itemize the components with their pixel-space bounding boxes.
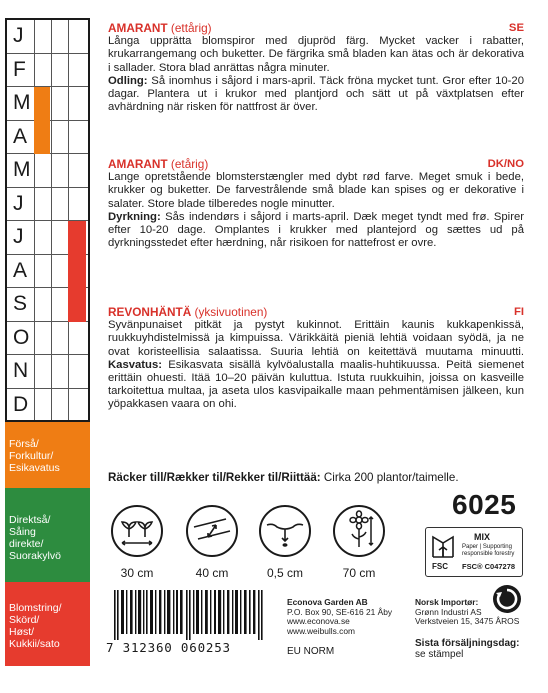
section-heading xyxy=(108,22,524,35)
column-divider xyxy=(34,20,51,420)
legend-line: Forkultur/ xyxy=(9,450,54,462)
legend-sowing-indoors xyxy=(5,422,90,488)
sowing-calendar xyxy=(5,18,90,422)
legend-line: Direktså/ xyxy=(9,514,51,526)
month-letter: M xyxy=(13,91,31,114)
enough-for-line xyxy=(108,471,459,484)
company-address: P.O. Box 90, SE-616 21 Åby xyxy=(287,606,393,617)
description xyxy=(108,171,524,250)
importer-name: Grønn Industri AS xyxy=(415,606,482,617)
row-distance-icon xyxy=(186,505,238,557)
plant-height-icon xyxy=(333,505,385,557)
description-text: Syvänpunaiset pitkät ja pystyt kukinnot. Erittäin kaunis kukkapenkissä, ruukkuyhdistelmissä ja kimpuissa. Värikkäitä pieniä lehtiä voidaan syödä, ja ne ovat koristeellisia salaatissa. Suuria lehtiä on keitettävä muutama minuutti. xyxy=(108,319,524,358)
section-heading xyxy=(108,306,524,319)
company-website: www.econova.se xyxy=(287,616,350,627)
sale-value: se stämpel xyxy=(415,649,464,660)
column-divider xyxy=(68,20,88,420)
fsc-line1: Paper | Supporting xyxy=(462,544,512,550)
fsc-tree-icon xyxy=(430,532,456,562)
section-swedish xyxy=(108,22,524,114)
plant-subtitle: (etårig) xyxy=(170,157,209,171)
month-letter: J xyxy=(13,24,24,47)
legend-line: Esikavatus xyxy=(9,462,60,474)
section-heading xyxy=(108,158,524,171)
growing-label: Odling: xyxy=(108,74,148,87)
sale-label: Sista försäljningsdag: xyxy=(415,638,520,649)
company-website: www.weibulls.com xyxy=(287,625,355,636)
plant-distance-label: 30 cm xyxy=(120,566,154,580)
legend-line: Blomstring/ xyxy=(9,602,62,614)
section-finnish xyxy=(108,306,524,412)
fsc-line2: responsible forestry xyxy=(462,551,515,557)
legend-line: Förså/ xyxy=(9,438,39,450)
plant-name: AMARANT xyxy=(108,21,168,35)
sowing-depth-icon xyxy=(259,505,311,557)
language-code: SE xyxy=(508,22,524,34)
month-letter: M xyxy=(13,158,31,181)
column-divider xyxy=(51,20,68,420)
importer-info xyxy=(415,598,519,627)
company-info xyxy=(287,598,392,636)
product-code: 6025 xyxy=(452,489,517,520)
plant-name: REVONHÄNTÄ xyxy=(108,305,192,319)
growing-label: Dyrkning: xyxy=(108,210,161,223)
importer-address: Verkstveien 15, 3475 ÅROS xyxy=(415,616,520,627)
fsc-brand: FSC xyxy=(432,562,448,571)
plant-height-label: 70 cm xyxy=(342,566,376,580)
month-letter: D xyxy=(13,392,29,416)
fsc-mix: MIX xyxy=(474,532,491,542)
fsc-code: FSC® C047278 xyxy=(462,562,516,571)
sowing-depth-label: 0,5 cm xyxy=(266,566,303,580)
legend-line: Skörd/ xyxy=(9,614,40,626)
company-name: Econova Garden AB xyxy=(287,597,368,607)
month-letter: N xyxy=(13,359,29,382)
month-letter: O xyxy=(13,325,30,349)
month-letter: A xyxy=(13,124,28,148)
month-letter: A xyxy=(13,258,28,282)
description-text: Långa upprätta blomspiror med djupröd färg. Mycket vacker i rabatter, krukarrangemang och buketter. De färgrika små bladen kan ätas och är dekorativa i sallader. Stora blad anrättas några minuter. xyxy=(108,35,524,74)
legend-flowering xyxy=(5,582,90,666)
description-text: Lange opretstående blomsterstængler med dybt rød farve. Meget smuk i bede, krukker og buketter. De farvestrålende små blade kan spises og er dekorative i salater. Store blade tilberedes nogle minutter. xyxy=(108,171,524,210)
growing-text: Sås indendørs i såjord i marts-april. Dæk meget tyndt med frø. Spirer efter 10-20 dage. Omplantes i krukker med plantejord og sættes ud på dyrkningsstedet efter hærdning, når risikoen for nattefrost er ovre. xyxy=(108,210,524,250)
fsc-label xyxy=(425,527,523,577)
eu-norm-label: EU NORM xyxy=(287,646,335,657)
legend-line: direkte/ xyxy=(9,538,44,550)
language-code: DK/NO xyxy=(487,158,524,170)
flowering-bar xyxy=(68,221,86,322)
row-distance-label: 40 cm xyxy=(195,566,229,580)
plant-name: AMARANT xyxy=(108,157,168,171)
sale-info xyxy=(415,638,519,660)
importer-label: Norsk Importør: xyxy=(415,597,479,607)
legend-line: Suorakylvö xyxy=(9,550,61,562)
description xyxy=(108,35,524,114)
legend-line: Såing xyxy=(9,526,36,538)
description xyxy=(108,319,524,411)
barcode-number: 7 312360 060253 xyxy=(106,640,231,655)
month-letter: F xyxy=(13,57,26,81)
sowing-indoors-bar xyxy=(34,87,50,154)
month-letter: S xyxy=(13,292,28,315)
language-code: FI xyxy=(513,306,524,318)
legend-direct-sowing xyxy=(5,488,90,582)
growing-text: Så inomhus i såjord i mars-april. Täck fröna mycket tunt. Gror efter 10-20 dagar. Plantera ut i krukor med plantjord och sätt ut på växtplatsen efter avhärdning när risken för nattfrost är över. xyxy=(108,74,524,114)
month-letter: J xyxy=(13,191,24,215)
legend-line: Høst/ xyxy=(9,626,35,638)
plant-subtitle: (ettårig) xyxy=(170,21,212,35)
enough-label: Räcker till/Rækker til/Rekker til/Riittää: xyxy=(108,471,321,484)
month-letter: J xyxy=(13,225,24,248)
legend-line: Kukkii/sato xyxy=(9,638,60,650)
plant-distance-icon xyxy=(111,505,163,557)
barcode xyxy=(106,590,274,640)
section-danish xyxy=(108,158,524,250)
growing-label: Kasvatus: xyxy=(108,358,162,371)
growing-text: Esikasvata sisällä kylvöalustalla maalis-huhtikuussa. Peitä siemenet erittäin ohuesti. Itää 10–20 päivän kuluttua. Istuta ruukkuihin, joissa on kasveille tarkoitettua multaa, ja aseta ulos kasvipaikalle maan pehmentämisen jälkeen, kun yöpakkasen vaara on ohi. xyxy=(108,358,524,411)
plant-subtitle: (yksivuotinen) xyxy=(194,305,268,319)
enough-value: Cirka 200 plantor/taimelle. xyxy=(323,471,459,484)
